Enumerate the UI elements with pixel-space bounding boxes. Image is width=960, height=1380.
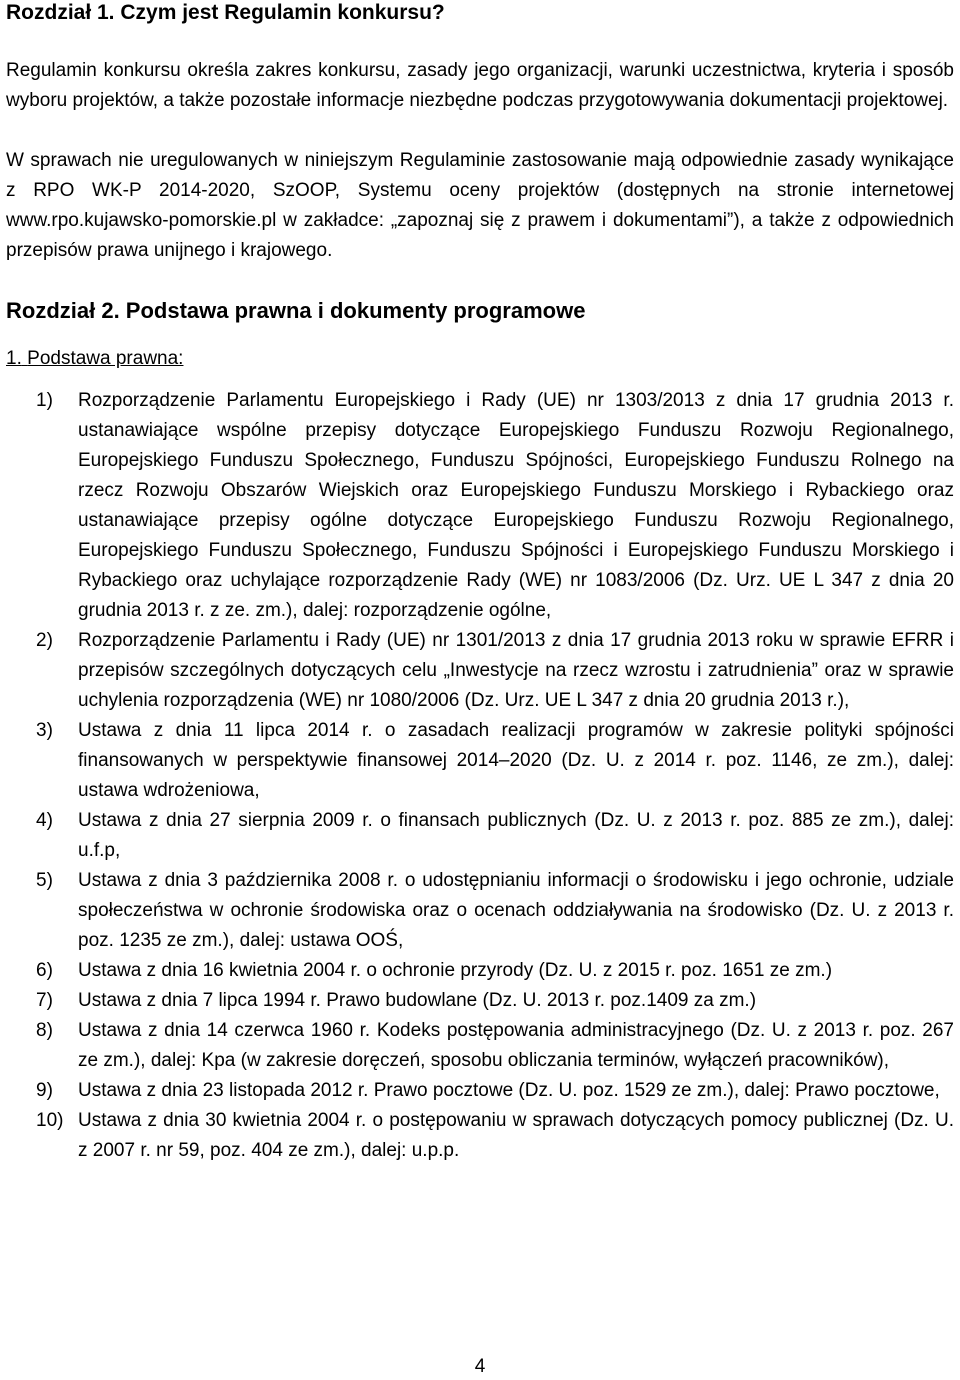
- list-item-text: Ustawa z dnia 27 sierpnia 2009 r. o finansach publicznych (Dz. U. z 2013 r. poz. 885 ze zm.), dalej: u.f.p,: [78, 810, 954, 861]
- list-item-text: Ustawa z dnia 23 listopada 2012 r. Prawo pocztowe (Dz. U. poz. 1529 ze zm.), dalej: Prawo pocztowe,: [78, 1080, 940, 1101]
- list-item-text: Ustawa z dnia 11 lipca 2014 r. o zasadach realizacji programów w zakresie polityki spójności finansowanych w perspektywie finansowej 2014–2020 (Dz. U. z 2014 r. poz. 1146, ze zm.), dalej: ustawa wdrożeniowa,: [78, 720, 954, 801]
- list-item-number: 7): [36, 990, 53, 1011]
- legal-basis-label: Podstawa prawna:: [27, 348, 184, 369]
- list-item: [6, 806, 954, 866]
- list-item-number: 6): [36, 960, 53, 981]
- list-item-number: 1): [36, 390, 53, 411]
- list-item-text: Ustawa z dnia 3 października 2008 r. o udostępnianiu informacji o środowisku i jego ochronie, udziale społeczeństwa w ochronie środowiska oraz o ocenach oddziaływania na środowisko (Dz. U. z 2013 r. poz. 1235 ze zm.), dalej: ustawa OOŚ,: [78, 870, 954, 951]
- list-item-text: Ustawa z dnia 16 kwietnia 2004 r. o ochronie przyrody (Dz. U. z 2015 r. poz. 1651 ze zm.): [78, 960, 833, 981]
- list-item: [6, 716, 954, 806]
- list-item-text: Ustawa z dnia 7 lipca 1994 r. Prawo budowlane (Dz. U. 2013 r. poz.1409 za zm.): [78, 990, 757, 1011]
- list-item: [6, 626, 954, 716]
- list-item-text: Rozporządzenie Parlamentu Europejskiego i Rady (UE) nr 1303/2013 z dnia 17 grudnia 2013 r. ustanawiające wspólne przepisy dotyczące Europejskiego Funduszu Rozwoju Regionalnego, Europejskiego Funduszu Społecznego, Funduszu Spójności, Europejskiego Funduszu Rolnego na rzecz Rozwoju Obszarów Wiejskich oraz Europejskiego Funduszu Morskiego i Rybackiego oraz ustanawiające przepisy ogólne dotyczące Europejskiego Funduszu Rozwoju Regionalnego, Europejskiego Funduszu Społecznego, Funduszu Spójności i Europejskiego Funduszu Morskiego i Rybackiego oraz uchylające rozporządzenie Rady (WE) nr 1083/2006 (Dz. Urz. UE L 347 z dnia 20 grudnia 2013 r. z ze. zm.), dalej: rozporządzenie ogólne,: [78, 390, 954, 621]
- list-item-text: Ustawa z dnia 14 czerwca 1960 r. Kodeks postępowania administracyjnego (Dz. U. z 2013 r. poz. 267 ze zm.), dalej: Kpa (w zakresie doręczeń, sposobu obliczania terminów, wyłączeń pracowników),: [78, 1020, 954, 1071]
- legal-basis-number: 1.: [6, 348, 22, 369]
- list-item: [6, 1076, 954, 1106]
- legal-basis-heading: [6, 344, 954, 374]
- list-item: [6, 986, 954, 1016]
- chapter-1-paragraph-2: W sprawach nie uregulowanych w niniejszym Regulaminie zastosowanie mają odpowiednie zasady wynikające z RPO WK-P 2014-2020, SzOOP, Systemu oceny projektów (dostępnych na stronie internetowej www.rpo.kujawsko-pomorskie.pl w zakładce: „zapoznaj się z prawem i dokumentami”), a także z odpowiednich przepisów prawa unijnego i krajowego.: [6, 150, 954, 261]
- list-item-number: 2): [36, 630, 53, 651]
- list-item: [6, 1016, 954, 1076]
- list-item-number: 9): [36, 1080, 53, 1101]
- list-item-number: 4): [36, 810, 53, 831]
- list-item-number: 8): [36, 1020, 53, 1041]
- chapter-2-title: Rozdział 2. Podstawa prawna i dokumenty programowe: [6, 298, 586, 323]
- list-item: [6, 956, 954, 986]
- list-item: [6, 866, 954, 956]
- list-item-number: 5): [36, 870, 53, 891]
- chapter-1-paragraph-1: Regulamin konkursu określa zakres konkursu, zasady jego organizacji, warunki uczestnictwa, kryteria i sposób wyboru projektów, a także pozostałe informacje niezbędne podczas przygotowywania dokumentacji projektowej.: [6, 60, 954, 111]
- list-item: [6, 1106, 954, 1166]
- list-item: [6, 386, 954, 626]
- list-item-number: 3): [36, 720, 53, 741]
- list-item-text: Rozporządzenie Parlamentu i Rady (UE) nr 1301/2013 z dnia 17 grudnia 2013 roku w sprawie EFRR i przepisów szczególnych dotyczących celu „Inwestycje na rzecz wzrostu i zatrudnienia” oraz w sprawie uchylenia rozporządzenia (WE) nr 1080/2006 (Dz. Urz. UE L 347 z dnia 20 grudnia 2013 r.),: [78, 630, 954, 711]
- list-item-text: Ustawa z dnia 30 kwietnia 2004 r. o postępowaniu w sprawach dotyczących pomocy publicznej (Dz. U. z 2007 r. nr 59, poz. 404 ze zm.), dalej: u.p.p.: [78, 1110, 954, 1161]
- legal-basis-list: [6, 386, 954, 1166]
- page-number: 4: [474, 1356, 486, 1377]
- chapter-1-title: Rozdział 1. Czym jest Regulamin konkursu?: [6, 1, 445, 24]
- document-page: [6, 0, 954, 1166]
- list-item-number: 10): [36, 1110, 64, 1131]
